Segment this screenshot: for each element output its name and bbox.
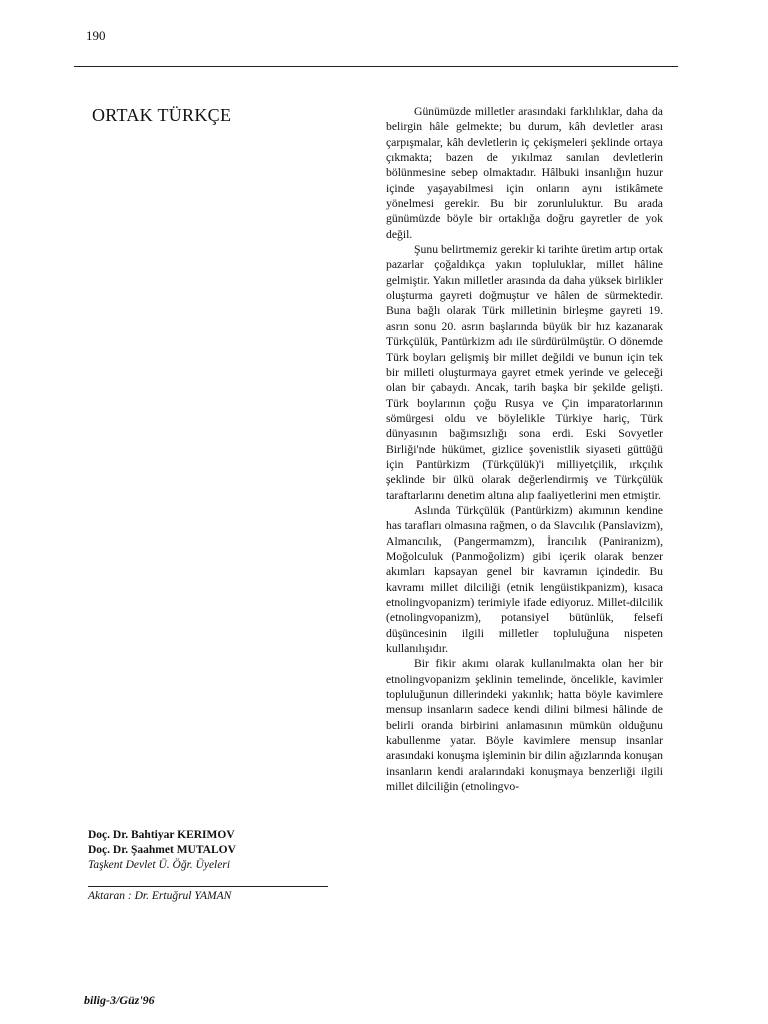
header-divider (74, 66, 678, 67)
translator-credit: Aktaran : Dr. Ertuğrul YAMAN (88, 890, 232, 902)
article-body (386, 104, 663, 794)
page-number: 190 (86, 28, 106, 43)
body-paragraph: Şunu belirtmemiz gerekir ki tarihte üretim artıp ortak pazarlar çoğaldıkça yakın topluluklar, millet hâline gelmiştir. Yakın milletler arasında da daha yüksek birlikler oluşturma gayreti doğmuştur ve hâlen de sürmektedir. Buna bağlı olarak Türk milletinin birleşme gayreti 19. asrın sonu 20. asrın başlarında büyük bir hız kazanarak Türkçülük, Pantürkizm adı ile sürdürülmüştür. O dönemde Türk boyları gelişmiş bir millet değildi ve bunun için tek bir milleti oluşturmaya gayret etmek yerinde ve geleceği olan bir çabaydı. Ancak, tarih başka bir şekilde gelişti. Türk boylarının çoğu Rusya ve Çin imparatorlarının sömürgesi oldu ve böylelikle Türkiye hariç, Türk dünyasının bağımsızlığı sona erdi. Eski Sovyetler Birliği'nde hükümet, gizlice şovenistlik siyaseti güttüğü için Pantürkizm (Türkçülük)'i milliyetçilik, ırkçılık şeklinde bir ülkü olarak değerlendirmiş ve Türkçülük taraftarlarını denetim altına alıp faaliyetlerini men etmiştir. (386, 243, 663, 502)
body-paragraph: Bir fikir akımı olarak kullanılmakta olan her bir etnolingvopanizm şeklinin temelinde, öncelikle, kavimler topluluğunun dillerindeki yakınlık; hatta böyle kavimlere mensup insanların sadece kendi dilini bilmesi hâlinde de belirli oranda birbirini anlamasının mümkün olduğunu kabullenme yatar. Böyle kavimlere mensup insanlar arasındaki konuşma işleminin bir dilin ağızlarında konuşan insanların kendi aralarındaki konuşmaya benzerliği ilgili millet dilciliğin (etnolingvo- (386, 657, 663, 794)
author-name: Doç. Dr. Şaahmet MUTALOV (88, 844, 236, 856)
article-title: ORTAK TÜRKÇE (92, 105, 232, 125)
author-block (88, 828, 328, 873)
journal-footer: bilig-3/Güz'96 (84, 993, 155, 1007)
author-divider (88, 886, 328, 887)
body-paragraph: Günümüzde milletler arasındaki farklılıklar, daha da belirgin hâle gelmekte; bu durum, kâh devletler arası çarpışmalar, kâh devletlerin iç çekişmeleri şeklinde ortaya çıkmakta; bazen de yıkılmaz sanılan devletlerin bölünmesine sebep olmaktadır. Hâlbuki insanlığın huzur içinde yaşayabilmesi için onların aynı istikâmete yönelmesi gerekir. Bu bir zorunluluktur. Bu arada günümüzde böyle bir ortaklığa doğru gayretler de yok değil. (386, 105, 663, 241)
author-name: Doç. Dr. Bahtiyar KERIMOV (88, 829, 235, 841)
body-paragraph: Aslında Türkçülük (Pantürkizm) akımının kendine has tarafları olmasına rağmen, o da Slavcılık (Panslavizm), Almancılık, (Pangermamzm), İrancılık (Paniranizm), Moğolculuk (Panmoğolizm) gibi içerik olarak benzer akımları kapsayan genel bir kavramın içindedir. Bu kavramı millet dilciliği (etnik lengüistikpanizm), kısaca etnolingvopanizm) terimiyle ifade ediyoruz. Millet-dilcilik (etnolingvopanizm), potansiyel bütünlük, felsefi düşüncesinin ilgili milletler topluluğuna nispeten kullanılışıdır. (386, 503, 663, 656)
author-affiliation: Taşkent Devlet Ü. Öğr. Üyeleri (88, 859, 231, 871)
